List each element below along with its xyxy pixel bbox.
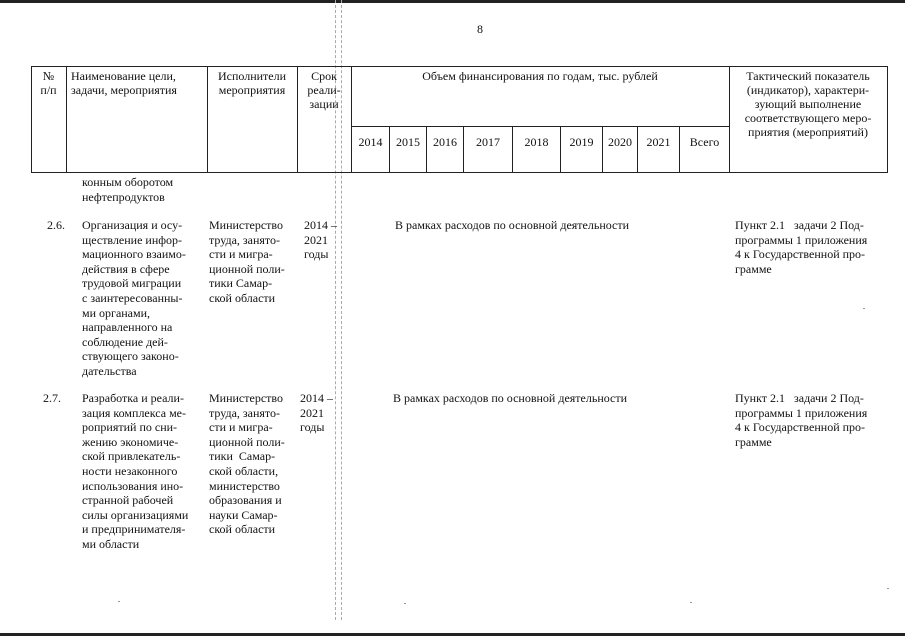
header-year-2021: 2021 [646, 135, 671, 149]
scan-speck [690, 602, 692, 603]
header-term: Срок реали- зации [307, 69, 341, 111]
row-num: 2.7. [43, 391, 61, 405]
row-num: 2.6. [47, 218, 65, 232]
header-year-2016: 2016 [433, 135, 457, 149]
table-header [31, 66, 888, 173]
continuation-text: конным оборотом нефтепродуктов [82, 175, 174, 204]
header-num: № п/п [40, 69, 57, 97]
header-year-2014: 2014 [358, 135, 383, 149]
row-name: Разработка и реали- зация комплекса ме- роприятий по сни- жению экономиче- ской привлекатель- ности незаконного использования ино- странной рабочей силы организациями и предпринимателя- ми области [82, 391, 189, 551]
scan-speck [863, 308, 865, 309]
row-funding: В рамках расходов по основной деятельности [393, 391, 628, 405]
header-year-2018: 2018 [524, 135, 549, 149]
row-indicator: Пункт 2.1 задачи 2 Под- программы 1 приложения 4 к Государственной про- грамме [735, 218, 868, 276]
header-year-2017: 2017 [476, 135, 500, 149]
header-indicator: Тактический показатель (индикатор), характери- зующий выполнение соответствующего меро- приятия (мероприятий) [744, 69, 872, 139]
row-executors: Министерство труда, занято- сти и мигра- ционной поли- тики Самар- ской области [209, 218, 285, 305]
row-term: 2014 – 2021 годы [300, 391, 333, 435]
scan-speck [404, 603, 406, 604]
header-funding: Объем финансирования по годам, тыс. рублей [422, 69, 658, 83]
header-year-2019: 2019 [569, 135, 594, 149]
header-year-2020: 2020 [608, 135, 632, 149]
scan-speck [118, 601, 120, 602]
row-executors: Министерство труда, занято- сти и мигра- ционной поли- тики Самар- ской области, министерство образования и науки Самар- ской области [209, 391, 285, 537]
row-indicator: Пункт 2.1 задачи 2 Под- программы 1 приложения 4 к Государственной про- грамме [735, 391, 868, 449]
top-border [0, 0, 905, 3]
row-term: 2014 – 2021 годы [304, 218, 337, 262]
header-executors: Исполнители мероприятия [217, 69, 287, 97]
page-number: 8 [477, 22, 483, 36]
header-year-2015: 2015 [396, 135, 420, 149]
bottom-border [0, 633, 905, 636]
row-name: Организация и осу- ществление инфор- мационного взаимо- действия в сфере трудовой миграции с заинтересованны- ми органами, направленного на соблюдение дей- ствующего законо- дательства [82, 218, 186, 378]
row-funding: В рамках расходов по основной деятельности [395, 218, 630, 232]
scan-speck [887, 588, 889, 589]
header-name: Наименование цели, задачи, мероприятия [71, 69, 177, 97]
header-year-total: Всего [689, 135, 720, 149]
